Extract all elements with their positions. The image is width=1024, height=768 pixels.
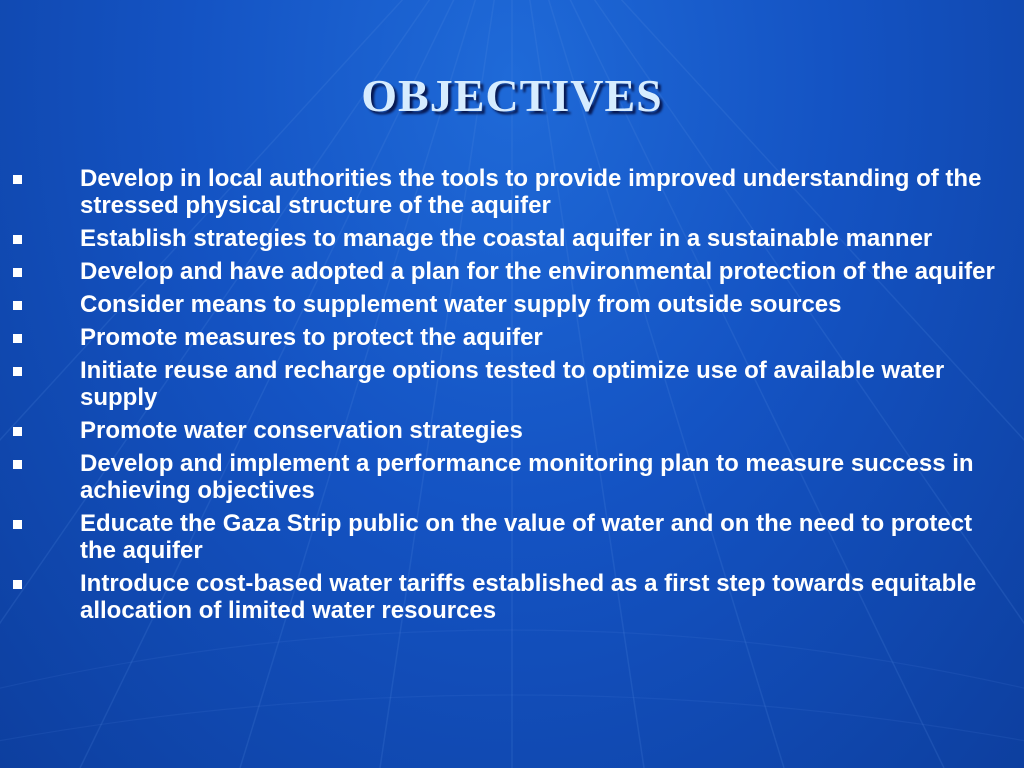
square-bullet-icon	[13, 301, 22, 310]
bullet-text: Initiate reuse and recharge options tested to optimize use of available water supply	[80, 357, 945, 411]
list-item	[0, 258, 1024, 285]
square-bullet-icon	[13, 367, 22, 376]
list-item	[0, 357, 1024, 411]
bullet-text: Educate the Gaza Strip public on the value of water and on the need to protect the aquifer	[80, 510, 973, 564]
list-item	[0, 510, 1024, 564]
square-bullet-icon	[13, 268, 22, 277]
list-item	[0, 570, 1024, 624]
square-bullet-icon	[13, 427, 22, 436]
bullet-text: Promote measures to protect the aquifer	[80, 324, 543, 351]
bullet-text: Introduce cost-based water tariffs established as a first step towards equitable allocation of limited water resources	[80, 570, 977, 624]
bullet-text: Develop and implement a performance monitoring plan to measure success in achieving objectives	[80, 450, 974, 504]
list-item	[0, 225, 1024, 252]
bullet-text: Develop and have adopted a plan for the environmental protection of the aquifer	[80, 258, 995, 285]
square-bullet-icon	[13, 235, 22, 244]
list-item	[0, 324, 1024, 351]
list-item	[0, 291, 1024, 318]
bullet-text: Develop in local authorities the tools to provide improved understanding of the stressed physical structure of the aquifer	[80, 165, 982, 219]
bullet-text: Promote water conservation strategies	[80, 417, 523, 444]
list-item	[0, 450, 1024, 504]
bullet-text: Consider means to supplement water supply from outside sources	[80, 291, 842, 318]
bullet-text: Establish strategies to manage the coastal aquifer in a sustainable manner	[80, 225, 933, 252]
square-bullet-icon	[13, 460, 22, 469]
slide-title: OBJECTIVES	[361, 70, 663, 121]
square-bullet-icon	[13, 520, 22, 529]
square-bullet-icon	[13, 175, 22, 184]
square-bullet-icon	[13, 334, 22, 343]
list-item	[0, 165, 1024, 219]
list-item	[0, 417, 1024, 444]
square-bullet-icon	[13, 580, 22, 589]
bullet-list	[0, 165, 1024, 630]
